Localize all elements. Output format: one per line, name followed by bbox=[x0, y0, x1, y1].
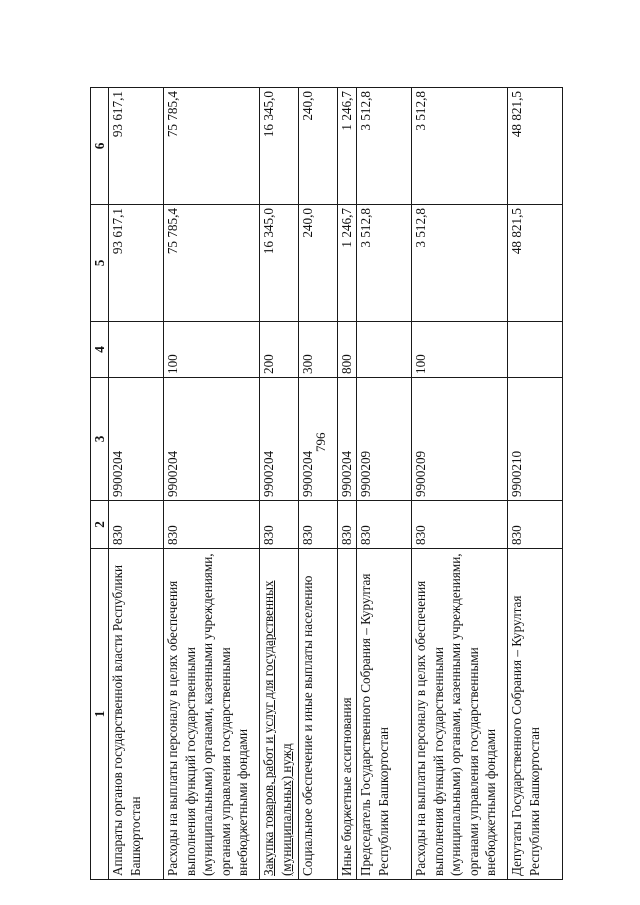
row-code: 830 bbox=[164, 501, 260, 549]
row-value-5: 1 246,7 bbox=[338, 205, 357, 322]
row-code: 830 bbox=[338, 501, 357, 549]
row-value-6: 93 617,1 bbox=[109, 88, 164, 205]
row-csr: 9900209 bbox=[357, 378, 412, 501]
row-csr: 9900204 bbox=[260, 378, 299, 501]
row-value-6: 48 821,5 bbox=[508, 88, 563, 205]
row-value-5: 3 512,8 bbox=[357, 205, 412, 322]
header-cell-5: 5 bbox=[91, 205, 109, 322]
row-csr: 9900204 bbox=[338, 378, 357, 501]
table-row bbox=[299, 88, 338, 880]
table-row bbox=[508, 88, 563, 880]
table-row bbox=[412, 88, 508, 880]
row-csr: 9900210 bbox=[508, 378, 563, 501]
row-code: 830 bbox=[299, 501, 338, 549]
row-vr bbox=[508, 322, 563, 378]
row-name: Закупка товаров, работ и услуг для государственных (муниципальных) нужд bbox=[260, 549, 299, 880]
row-code: 830 bbox=[109, 501, 164, 549]
row-vr bbox=[109, 322, 164, 378]
row-name: Председатель Государственного Собрания – Курултая Республики Башкортостан bbox=[357, 549, 412, 880]
row-name: Аппараты органов государственной власти Республики Башкортостан bbox=[109, 549, 164, 880]
row-vr bbox=[357, 322, 412, 378]
row-value-5: 3 512,8 bbox=[412, 205, 508, 322]
row-value-5: 16 345,0 bbox=[260, 205, 299, 322]
budget-table-container bbox=[90, 88, 542, 880]
row-vr: 800 bbox=[338, 322, 357, 378]
row-csr: 9900204 bbox=[109, 378, 164, 501]
row-name: Расходы на выплаты персоналу в целях обеспечения выполнения функций государственными (муниципальными) органами, казенными учреждениями, органами управления государственными внебюджетными фондами bbox=[412, 549, 508, 880]
row-vr: 100 bbox=[164, 322, 260, 378]
row-name: Социальное обеспечение и иные выплаты населению bbox=[299, 549, 338, 880]
row-value-6: 3 512,8 bbox=[357, 88, 412, 205]
header-cell-6: 6 bbox=[91, 88, 109, 205]
table-row bbox=[357, 88, 412, 880]
row-vr: 300 bbox=[299, 322, 338, 378]
row-value-6: 75 785,4 bbox=[164, 88, 260, 205]
row-value-6: 240,0 bbox=[299, 88, 338, 205]
row-code: 830 bbox=[357, 501, 412, 549]
row-csr: 9900204 bbox=[164, 378, 260, 501]
row-vr: 200 bbox=[260, 322, 299, 378]
header-cell-3: 3 bbox=[91, 378, 109, 501]
row-value-6: 3 512,8 bbox=[412, 88, 508, 205]
row-value-6: 1 246,7 bbox=[338, 88, 357, 205]
row-value-5: 93 617,1 bbox=[109, 205, 164, 322]
row-value-5: 48 821,5 bbox=[508, 205, 563, 322]
table-row bbox=[260, 88, 299, 880]
header-cell-2: 2 bbox=[91, 501, 109, 549]
header-cell-4: 4 bbox=[91, 322, 109, 378]
row-csr: 9900204 bbox=[299, 378, 338, 501]
row-code: 830 bbox=[260, 501, 299, 549]
row-code: 830 bbox=[508, 501, 563, 549]
table-row bbox=[338, 88, 357, 880]
header-cell-1: 1 bbox=[91, 549, 109, 880]
row-vr: 100 bbox=[412, 322, 508, 378]
row-csr: 9900209 bbox=[412, 378, 508, 501]
row-name: Расходы на выплаты персоналу в целях обеспечения выполнения функций государственными (муниципальными) органами, казенными учреждениями, органами управления государственными внебюджетными фондами bbox=[164, 549, 260, 880]
row-value-6: 16 345,0 bbox=[260, 88, 299, 205]
table-row bbox=[164, 88, 260, 880]
row-value-5: 240,0 bbox=[299, 205, 338, 322]
row-value-5: 75 785,4 bbox=[164, 205, 260, 322]
table-row bbox=[109, 88, 164, 880]
header-row bbox=[91, 88, 109, 880]
budget-table bbox=[90, 87, 563, 880]
page-number: 796 bbox=[313, 432, 328, 452]
row-name: Депутаты Государственного Собрания – Курултая Республики Башкортостан bbox=[508, 549, 563, 880]
row-name: Иные бюджетные ассигнования bbox=[338, 549, 357, 880]
row-code: 830 bbox=[412, 501, 508, 549]
